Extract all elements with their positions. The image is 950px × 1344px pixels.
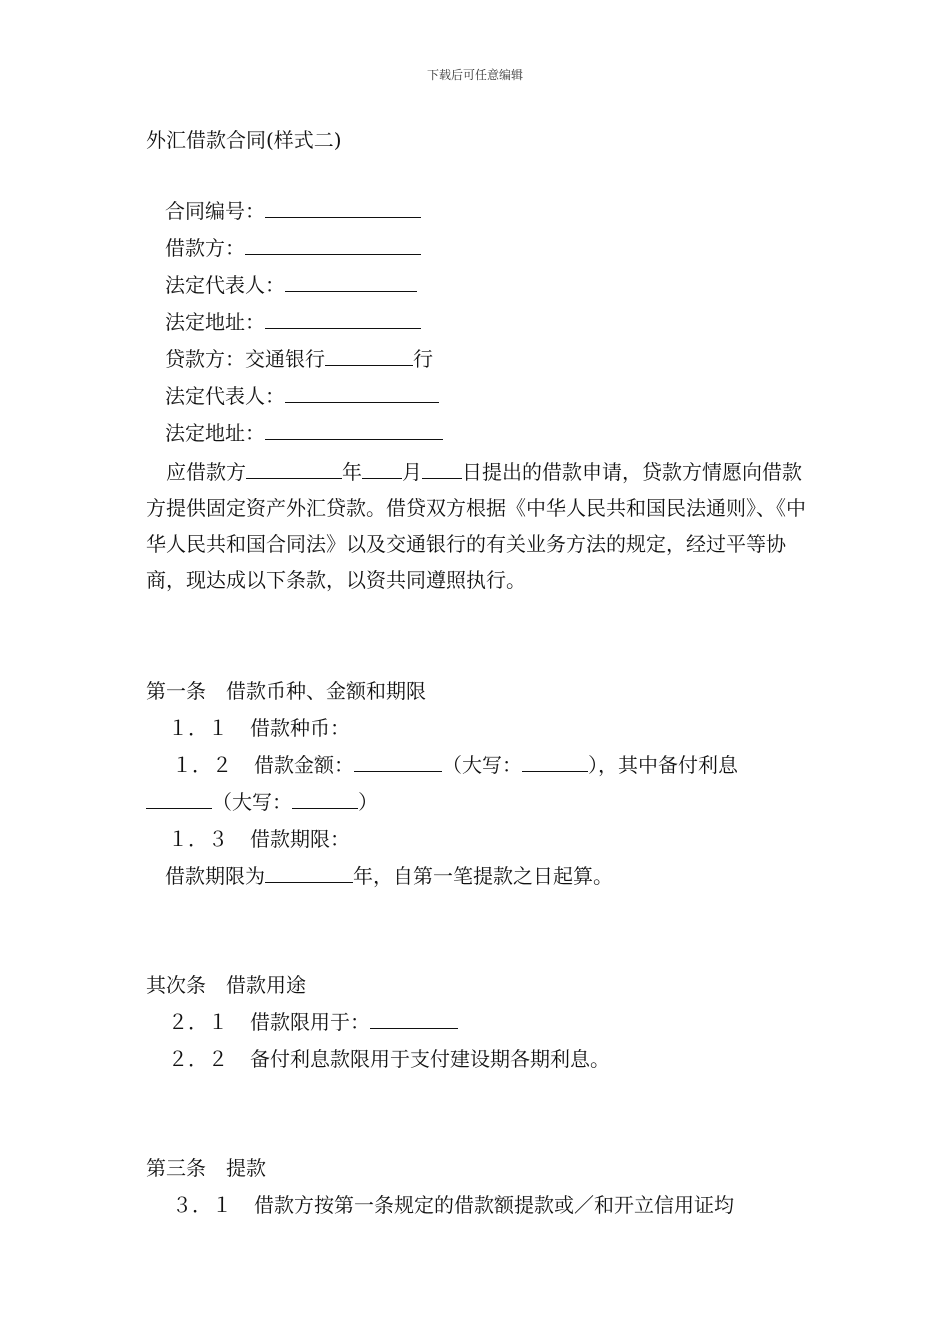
clause-1-2-close: ） [358, 790, 378, 814]
loan-term-blank [265, 864, 353, 883]
article-1-heading: 第一条 借款币种、金额和期限 [146, 679, 426, 703]
lender-label: 贷款方：交通银行 [165, 347, 325, 371]
clause-1-3 [168, 825, 350, 853]
day-blank [422, 460, 462, 479]
article-2-heading: 其次条 借款用途 [146, 973, 306, 997]
clause-1-1 [168, 714, 350, 742]
lender-address-blank [265, 421, 443, 440]
lender-branch-blank [325, 347, 413, 366]
lender-address-line [165, 419, 443, 447]
lender-address-label: 法定地址： [165, 421, 265, 445]
lender-rep-label: 法定代表人： [165, 384, 285, 408]
clause-3-1 [172, 1191, 734, 1219]
clause-1-3-number: １．３ [168, 827, 228, 851]
borrower-address-blank [265, 310, 421, 329]
borrower-rep-blank [285, 273, 417, 292]
clause-1-1-text: 借款种币： [250, 716, 350, 740]
loan-term-line [165, 862, 613, 890]
preamble-part2: 日提出的借款申请，贷款方情愿向借款方提供固定资产外汇贷款。借贷双方根据《中华人民共和国民法通则》、《中华人民共和国合同法》以及交通银行的有关业务方法的规定，经过平等协商，现达成以下条款，以资共同遵照执行。 [146, 460, 806, 592]
clause-1-2-number: １．２ [172, 753, 232, 777]
lender-rep-blank [285, 384, 439, 403]
clause-3-1-text: 借款方按第一条规定的借款额提款或／和开立信用证均 [254, 1193, 734, 1217]
purpose-blank [370, 1010, 458, 1029]
preamble-year: 年 [342, 460, 362, 484]
year-blank [246, 460, 342, 479]
clause-2-2-text: 备付利息款限用于支付建设期各期利息。 [250, 1047, 610, 1071]
clause-1-2-continued [146, 788, 378, 816]
clause-1-3-text: 借款期限： [250, 827, 350, 851]
amount-blank [354, 753, 442, 772]
lender-suffix: 行 [413, 347, 433, 371]
document-title: 外汇借款合同(样式二) [146, 128, 342, 152]
borrower-label: 借款方： [165, 236, 245, 260]
clause-2-1-text: 借款限用于： [250, 1010, 370, 1034]
contract-number-line [165, 197, 421, 225]
clause-3-1-number: ３．１ [172, 1193, 232, 1217]
borrower-blank [245, 236, 421, 255]
clause-1-2 [172, 751, 738, 779]
header-note: 下载后可任意编辑 [426, 68, 523, 82]
borrower-rep-label: 法定代表人： [165, 273, 285, 297]
clause-1-1-number: １．１ [168, 716, 228, 740]
preamble-part1: 应借款方 [166, 460, 246, 484]
preamble-month: 月 [402, 460, 422, 484]
loan-term-label: 借款期限为 [165, 864, 265, 888]
clause-2-2-number: ２．２ [168, 1047, 228, 1071]
loan-term-text: 年，自第一笔提款之日起算。 [353, 864, 613, 888]
clause-1-2-interest-label: ），其中备付利息 [588, 753, 738, 777]
article-3-heading: 第三条 提款 [146, 1156, 266, 1180]
interest-blank [146, 790, 212, 809]
lender-line [165, 345, 433, 373]
month-blank [362, 460, 402, 479]
borrower-address-line [165, 308, 421, 336]
interest-capital-blank [292, 790, 358, 809]
borrower-rep-line [165, 271, 417, 299]
contract-number-label: 合同编号： [165, 199, 265, 223]
borrower-line [165, 234, 421, 262]
clause-2-1-number: ２．１ [168, 1010, 228, 1034]
clause-1-2-capital-label: （大写： [442, 753, 522, 777]
clause-2-2 [168, 1045, 610, 1073]
lender-rep-line [165, 382, 439, 410]
clause-2-1 [168, 1008, 458, 1036]
clause-1-2-amount-label: 借款金额： [254, 753, 354, 777]
contract-number-blank [265, 199, 421, 218]
borrower-address-label: 法定地址： [165, 310, 265, 334]
preamble-paragraph [146, 454, 806, 598]
clause-1-2-capital-label-2: （大写： [212, 790, 292, 814]
amount-capital-blank [522, 753, 588, 772]
